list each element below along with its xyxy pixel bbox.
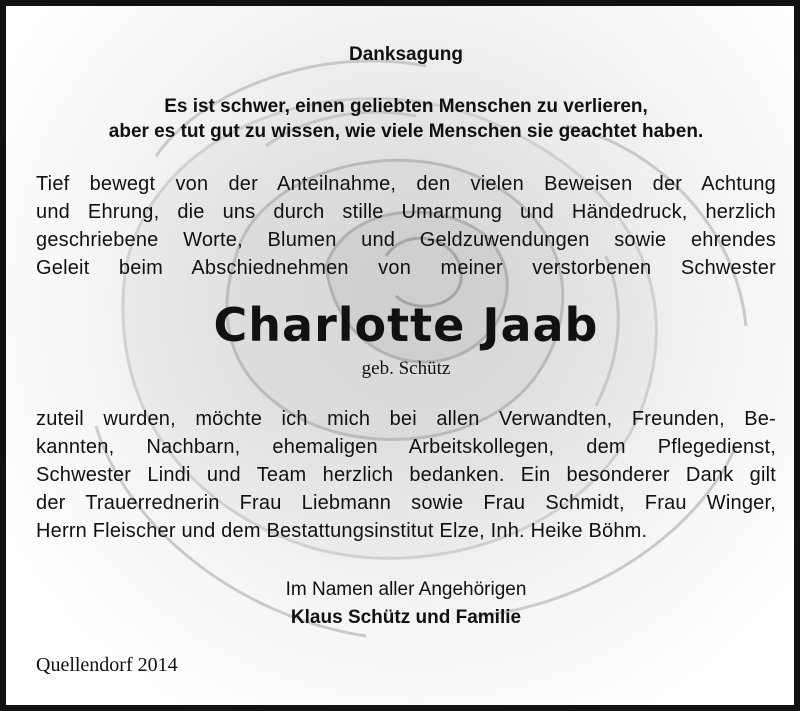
intro-paragraph xyxy=(36,170,776,282)
obituary-text-block xyxy=(36,6,776,705)
thanks-line: kannten, Nachbarn, ehemaligen Arbeitskollegen, dem Pflegedienst, xyxy=(36,436,776,458)
motto-line: Es ist schwer, einen geliebten Menschen zu verlieren, xyxy=(164,96,648,117)
intro-line: geschriebene Worte, Blumen und Geldzuwendungen sowie ehrendes xyxy=(36,229,776,251)
intro-line: Tief bewegt von der Anteilnahme, den vielen Beweisen der Achtung xyxy=(36,173,776,195)
thanks-paragraph xyxy=(36,405,776,545)
thanks-line: der Trauerrednerin Frau Liebmann sowie Frau Schmidt, Frau Winger, xyxy=(36,492,776,514)
signature-block xyxy=(36,576,776,632)
motto-line: aber es tut gut zu wissen, wie viele Menschen sie geachtet haben. xyxy=(108,121,704,142)
signature-family: Klaus Schütz und Familie xyxy=(290,607,522,628)
thanks-line: zuteil wurden, möchte ich mich bei allen Verwandten, Freunden, Be- xyxy=(36,408,776,430)
deceased-name: Charlotte Jaab xyxy=(213,298,599,352)
heading: Danksagung xyxy=(348,44,464,65)
intro-line: Geleit beim Abschiednehmen von meiner verstorbenen Schwester xyxy=(36,257,776,279)
signature-line: Im Namen aller Angehörigen xyxy=(285,579,527,600)
place-date: Quellendorf 2014 xyxy=(36,654,178,676)
birth-name: geb. Schütz xyxy=(361,358,451,379)
intro-line: und Ehrung, die uns durch stille Umarmung und Händedruck, herzlich xyxy=(36,201,776,223)
thanks-line: Herrn Fleischer und dem Bestattungsinstitut Elze, Inh. Heike Böhm. xyxy=(36,520,648,542)
motto xyxy=(36,94,776,144)
thanks-line: Schwester Lindi und Team herzlich bedanken. Ein besonderer Dank gilt xyxy=(36,464,776,486)
